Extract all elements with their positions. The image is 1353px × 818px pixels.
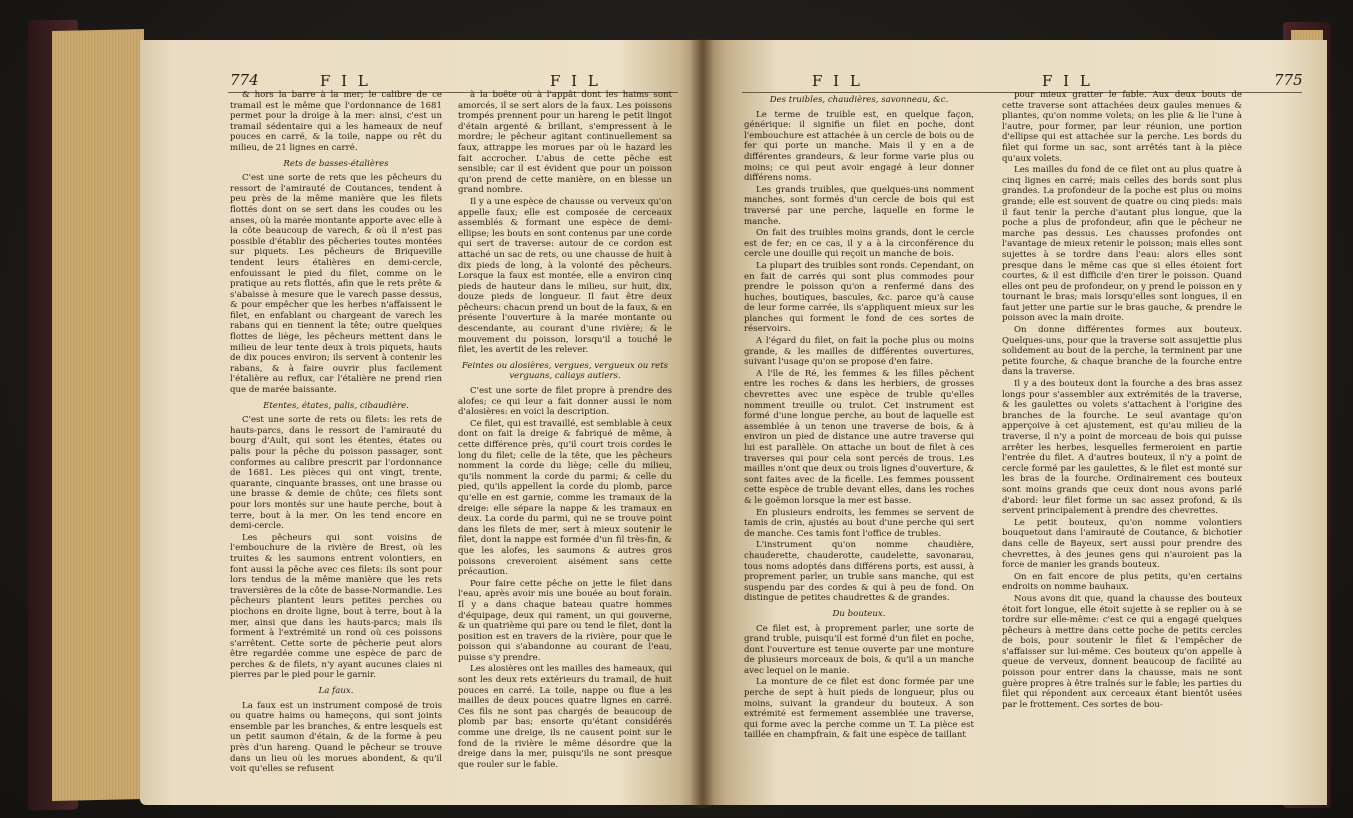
section-heading: Etentes, étates, palis, cibaudière.	[263, 400, 409, 411]
running-header: F I L	[550, 72, 601, 90]
left-page	[140, 40, 702, 805]
running-header: F I L	[812, 72, 863, 90]
paragraph: Les pêcheurs qui sont voisins de l'embouchure de la rivière de Brest, où les truites & les saumons entrent volontiers, en font aussi la pêche avec ces filets: ils sont pour lors tendus de la même manière que les rets traversières de la côte de basse-Normandie. Les pêcheurs plantent leurs petites perches ou piochons en droite ligne, bout à terre, bout à la mer, ainsi que dans les hauts-parcs; mais ils forment à l'extrémité un rond où ces poissons s'arrêtent. Cette sorte de pêcherie peut alors être regardée comme une espèce de parc de perches & de filets, n'y ayant aucunes claies ni pierres par le pied pour le garnir.	[230, 532, 442, 681]
paragraph: En plusieurs endroits, les femmes se servent de tamis de crin, ajustés au bout d'une perche qui sert de manche. Ces tamis font l'office de trubles.	[744, 507, 974, 539]
paragraph: On donne différentes formes aux bouteux. Quelques-uns, pour que la traverse soit assujettie plus solidement au bout de la perche, la terminent par une petite fourche, & chaque branche de la fourche entre dans la traverse.	[1002, 325, 1242, 378]
paragraph: Pour faire cette pêche on jette le filet dans l'eau, après avoir mis une bouée au bout forain. Il y a dans chaque bateau quatre hommes d'équipage, deux qui rament, un qui gouverne, & un quatrième qui pare ou tend le filet, dont la position est en travers de la rivière, pour que le poisson qui s'abandonne au courant de l'eau, puisse s'y prendre.	[458, 578, 672, 663]
paragraph: Le petit bouteux, qu'on nomme volontiers bouquetout dans l'amirauté de Coutance, & bichotier dans celle de Bayeux, sert aussi pour prendre des chevrettes, à des jeunes gens qui n'auroient pas la force de manier les grands bouteux.	[1002, 517, 1242, 571]
paragraph: Les grands truibles, que quelques-uns nomment manches, sont formés d'un cercle de bois qui est traversé par une perche, laquelle en forme le manche.	[744, 184, 974, 227]
text-column	[230, 90, 442, 776]
text-column	[1002, 90, 1242, 711]
paragraph: La monture de ce filet est donc formée par une perche de sept à huit pieds de longueur, plus ou moins, suivant la grandeur du bouteux. A son extrémité est fermement assemblée une traverse, qui forme avec la perche comme un T. La pièce est taillée en champfrain, & fait une espèce de taillant	[744, 677, 974, 741]
paragraph: Les mailles du fond de ce filet ont au plus quatre à cinq lignes en carré; mais celles des bords sont plus grandes. La profondeur de la poche est plus ou moins grande; elle est souvent de quatre ou cinq pieds: mais il faut tenir la perche d'autant plus longue, que la poche a plus de profondeur, afin que le pêcheur ne marche pas dessus. Les chausses profondes ont l'avantage de mieux retenir le poisson; mais elles sont sujettes à se tordre dans l'eau: alors elles sont presque dans le même cas que si elles étoient fort courtes, & il est difficile d'en tirer le poisson. Quand elles ont peu de profondeur, on y prend le poisson en y tournant le bras; mais lorsqu'elles sont longues, il en faut jetter une partie sur le bras gauche, & prendre le poisson avec la main droite.	[1002, 165, 1242, 324]
paragraph: L'instrument qu'on nomme chaudière, chauderette, chauderotte, caudelette, savonarau, tous noms adoptés dans différens ports, est aussi, à proprement parler, un truble sans manche, qui est suspendu par des cordes & qui à peu de fond. On distingue de petites chaudrettes & de grandes.	[744, 540, 974, 604]
section-heading: La faux.	[318, 686, 354, 697]
paragraph: C'est une sorte de filet propre à prendre des alofes; ce qui leur a fait donner aussi le nom d'alosières: en voici la description.	[458, 386, 672, 418]
section-heading: Feintes ou alosières, vergues, vergueux ou rets verguans, caliays autiers.	[461, 360, 669, 382]
paragraph: A l'égard du filet, on fait la poche plus ou moins grande, & les mailles de différentes ouvertures, suivant l'usage qu'on se propose d'en faire.	[744, 336, 974, 368]
paragraph: On fait des truibles moins grands, dont le cercle est de fer; en ce cas, il y a à la circonférence du cercle une douille qui reçoit un manche de bois.	[744, 228, 974, 260]
running-header: F I L	[1042, 72, 1093, 90]
page-number: 774	[230, 71, 259, 89]
right-page	[702, 40, 1327, 805]
paragraph: Il y a une espèce de chausse ou verveux qu'on appelle faux; elle est composée de cerceaux assemblés & formant une espèce de demi-ellipse; les bouts en sont contenus par une corde qui sert de traverse: autour de ce cordon est attaché un sac de rets, ou une chausse de huit à dix pieds de long, à la volonté des pêcheurs. Lorsque la faux est montée, elle a environ cinq pieds de hauteur dans le milieu, sur huit, dix, douze pieds de longueur. Il faut être deux pêcheurs: chacun prend un bout de la faux, & en présente l'ouverture à la marée montante ou descendante, au courant d'une rivière; & le mouvement du poisson, lorsqu'il a touché le filet, les avertit de les relever.	[458, 196, 672, 356]
paragraph: à la boëte où à l'appât dont les haims sont amorcés, il se sert alors de la faux. Les poissons trompés prennent pour un hareng le petit lingot d'étain argenté & brillant, s'empressent à le mordre; le pêcheur agitant continuellement sa faux, attrappe les morues par où le hazard les fait accrocher. L'abus de cette pêche est sensible; car il est évident que pour un poisson qu'on prend de cette manière, on en blesse un grand nombre.	[458, 90, 672, 196]
paragraph: Ce filet, qui est travaillé, est semblable à ceux dont on fait la dreige & fabriqué de même, à cette différence près, qu'il court trois cordes le long du filet; celle de la tête, que les pêcheurs nomment la corde du liège; celle du milieu, qu'ils nomment la corde du parmi; & celle du pied, qu'ils appellent la corde du plomb, parce qu'elle en est garnie, comme les tramaux de la dreige: elle sépare la nappe & les tramaux en deux. La corde du parmi, qui ne se trouve point dans les filets de mer, sert à mieux soutenir le filet, dont la nappe est formée d'un fil très-fin, & que les alofes, les saumons & autres gros poissons creveroient aisément sans cette précaution.	[458, 418, 672, 578]
paragraph: On en fait encore de plus petits, qu'en certains endroits on nomme bauhaux.	[1002, 571, 1242, 593]
section-heading: Des truibles, chaudières, savonneau, &c.	[769, 95, 949, 105]
paragraph: Les alosières ont les mailles des hameaux, qui sont les deux rets extérieurs du tramail, de huit pouces en carré. La toile, nappe ou flue a les mailles de deux pouces quatre lignes en carré. Ces fils ne sont pas chargés de beaucoup de plomb par bas; ensorte qu'étant considérés comme une dreige, ils ne causent point sur le fond de la rivière le même désordre que la dreige dans la mer, puisqu'ils ne sont presque que rouler sur le fable.	[458, 664, 672, 770]
paragraph: A l'île de Ré, les femmes & les filles pêchent entre les roches & dans les herbiers, de grosses chevrettes avec une espèce de truble qu'elles nomment treuille ou trulot. Cet instrument est formé d'une longue perche, au bout de laquelle est assemblée à un tenon une traverse de bois, & à environ un pied de distance une autre traverse qui lui est parallèle. On attache un bout de filet à ces traverses qui pour cela sont percés de trous. Les mailles n'ont que deux ou trois lignes d'ouverture, & sont faites avec de la ficelle. Les femmes poussent cette espèce de truble devant elles, dans les roches & le goëmon lorsque la mer est basse.	[744, 368, 974, 506]
page-number: 775	[1274, 71, 1303, 89]
paragraph: Nous avons dit que, quand la chausse des bouteux étoit fort longue, elle étoit sujette à se replier ou à se tordre sur elle-même: c'est ce qui a engagé quelques pêcheurs à mettre dans cette poche de petits cercles de bois, pour soutenir le filet & l'empêcher de s'affaisser sur lui-même. Ces bouteux qu'on appelle à queue de verveux, donnent beaucoup de facilité au poisson pour entrer dans la chausse, mais ne sont guère propres à être traînés sur le fable; les parties du filet qui répondent aux cerceaux étant bientôt usées par le frottement. Ces sortes de bou-	[1002, 593, 1242, 710]
paragraph: Il y a des bouteux dont la fourche a des bras assez longs pour s'assembler aux extrémités de la traverse, & les gaulettes ou volets s'attachent à l'origine des branches de la fourche. Le seul avantage qu'on apperçoive à cet ajustement, est qu'au milieu de la traverse, il n'y a point de morceau de bois qui puisse arrêter les herbes, lesquelles fermeroient en partie l'entrée du filet. A d'autres bouteux, il n'y a point de cercle formé par les gaulettes, & le filet est monté sur les bras de la fourche. Ordinairement ces bouteux sont moins grands que ceux dont nous avons parlé d'abord: leur filet forme un sac assez profond, & ils servent principalement à prendre des chevrettes.	[1002, 379, 1242, 517]
text-column	[458, 90, 672, 771]
paragraph: La faux est un instrument composé de trois ou quatre haims ou hameçons, qui sont joints ensemble par les branches, & entre lesquels est un petit saumon d'étain, & de la forme à peu près d'un hareng. Quand le pêcheur se trouve dans un lieu où les morues abondent, & qu'il voit qu'elles se refusent	[230, 700, 442, 775]
paragraph: pour mieux gratter le fable. Aux deux bouts de cette traverse sont attachées deux gaules menues & pliantes, qu'on nomme volets; on les plie & lie l'une à l'autre, pour former, par leur réunion, une portion d'ellipse qui est attachée sur la perche. Les bords du filet qui forme un sac, sont arrêtés tant à la pièce qu'aux volets.	[1002, 90, 1242, 164]
paragraph: C'est une sorte de rets que les pêcheurs du ressort de l'amirauté de Coutances, tendent à peu près de la même manière que les filets flottés dont on se sert dans les coudes ou les anses, où la marée montante apporte avec elle à la côte beaucoup de varech, & où il n'est pas possible d'établir des pêcheries toutes montées sur piquets. Les pêcheurs de Briqueville tendent leurs étalières en demi-cercle, enfouissant le pied du filet, comme on le pratique au rets flottés, afin que le rets prête & s'abaisse à mesure que le varech passe dessus, & pour empêcher que les herbes n'affaissent le filet, en enfablant ou chargeant de varech les rabans qui en tiennent la tête; outre quelques flottes de liège, les pêcheurs mettent dans le milieu de leur tente deux à trois piquets, hauts de dix pouces environ; ils servent à contenir les rabans, & à faire ouvrir plus facilement l'étalière au reflux, car l'étalière ne prend rien que de marée baissante.	[230, 173, 442, 396]
paragraph: Ce filet est, à proprement parler, une sorte de grand truble, puisqu'il est formé d'un filet en poche, dont l'ouverture est tenue ouverte par une monture de plusieurs morceaux de bois, & qu'il a un manche avec lequel on le manie.	[744, 623, 974, 676]
text-column	[744, 90, 974, 742]
paragraph: C'est une sorte de rets ou filets: les rets de hauts-parcs, dans le ressort de l'amirauté du bourg d'Ault, qui sont les étentes, étates ou palis pour la pêche du poisson passager, sont conformes au calibre prescrit par l'ordonnance de 1681. Les pièces qui ont vingt, trente, quarante, cinquante brasses, ont une brasse ou une brasse & demie de chûte; ces filets sont pour lors montés sur une haute perche, bout à terre, bout à la mer. On les tend encore en demi-cercle.	[230, 415, 442, 532]
paragraph: & hors la barre à la mer; le calibre de ce tramail est le même que l'ordonnance de 1681 permet pour la droige à la mer: ainsi, c'est un tramail sédentaire qui a les hameaux de neuf pouces en carré, & la toile, nappe ou rêt du milieu, de 21 lignes en carré.	[230, 90, 442, 153]
page-edges-left	[52, 29, 144, 801]
paragraph: La plupart des truibles sont ronds. Cependant, on en fait de carrés qui sont plus commodes pour prendre le poisson qu'on a renfermé dans des huches, boutiques, bascules, &c. parce qu'à cause de leur forme carrée, ils s'appliquent mieux sur les planches qui forment le fond de ces sortes de réservoirs.	[744, 260, 974, 335]
running-header: F I L	[320, 72, 371, 90]
section-heading: Rets de basses-étalières	[283, 158, 389, 169]
paragraph: Le terme de truible est, en quelque façon, générique: il signifie un filet en poche, dont l'embouchure est attachée à un cercle de bois ou de fer qui porte un manche. Mais il y en a de différentes grandeurs, & leur forme varie plus ou moins; ce qui peut avoir engagé à leur donner différens noms.	[744, 109, 974, 184]
book-gutter	[690, 38, 714, 808]
section-heading: Du bouteux.	[832, 608, 886, 619]
